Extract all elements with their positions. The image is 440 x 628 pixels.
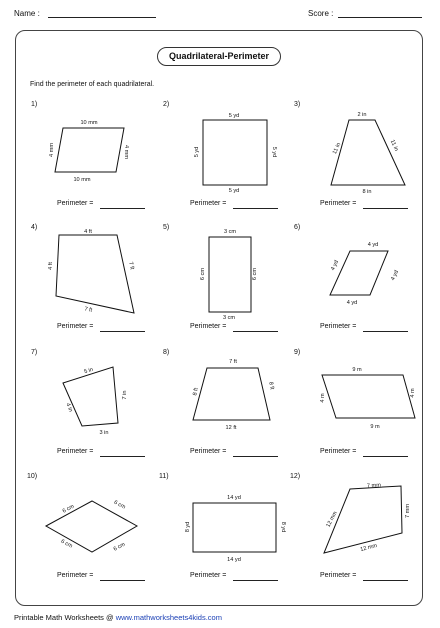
side-label: 4 yd [346, 300, 358, 306]
side-label: 4 yd [330, 259, 341, 272]
side-label: 6 cm [252, 267, 258, 281]
name-label: Name : [14, 9, 40, 18]
side-label: 3 cm [223, 229, 237, 235]
perimeter-label: Perimeter = [190, 572, 227, 579]
quadrilateral-11 [193, 503, 276, 552]
answer-line-5[interactable] [233, 331, 278, 332]
quadrilateral-9 [322, 375, 415, 418]
answer-line-2[interactable] [233, 208, 278, 209]
side-label: 4 yd [367, 242, 379, 248]
side-label: 5 yd [228, 188, 240, 194]
side-label: 11 in [331, 142, 343, 156]
perimeter-label: Perimeter = [320, 448, 357, 455]
answer-line-12[interactable] [363, 580, 408, 581]
perimeter-label: Perimeter = [190, 200, 227, 207]
side-label: 7 ft [127, 261, 135, 271]
answer-line-7[interactable] [100, 456, 145, 457]
perimeter-label: Perimeter = [320, 200, 357, 207]
side-label: 4 in [64, 402, 74, 413]
quadrilateral-2 [203, 120, 267, 185]
side-label: 6 cm [59, 538, 74, 550]
side-label: 3 cm [222, 315, 236, 321]
side-label: 4 mm [123, 145, 129, 159]
side-label: 8 in [362, 189, 372, 195]
side-label: 4 ft [48, 262, 54, 270]
footer [14, 613, 222, 622]
side-label: 4 m [410, 388, 416, 398]
problem-number-1: 1) [31, 101, 38, 108]
side-label: 2 in [357, 112, 367, 118]
side-label: 5 in [83, 366, 94, 376]
side-label: 9 m [352, 367, 362, 373]
answer-line-8[interactable] [233, 456, 278, 457]
side-label: 7 in [122, 390, 128, 400]
answer-line-10[interactable] [100, 580, 145, 581]
perimeter-label: Perimeter = [57, 323, 94, 330]
answer-line-6[interactable] [363, 331, 408, 332]
page-title: Quadrilateral-Perimeter [157, 47, 281, 66]
side-label: 8 ft [192, 387, 200, 397]
side-label: 10 mm [73, 177, 91, 183]
problem-number-5: 5) [163, 224, 170, 231]
side-label: 5 yd [194, 146, 200, 158]
problem-number-4: 4) [31, 224, 38, 231]
side-label: 8 yd [185, 521, 191, 533]
footer-url-link[interactable]: www.mathworksheets4kids.com [115, 613, 222, 622]
side-label: 4 m [320, 393, 326, 403]
side-label: 8 yd [280, 521, 286, 533]
problem-number-10: 10) [27, 473, 38, 480]
answer-line-3[interactable] [363, 208, 408, 209]
side-label: 7 ft [83, 306, 93, 314]
side-label: 6 cm [112, 541, 127, 553]
perimeter-label: Perimeter = [190, 323, 227, 330]
perimeter-label: Perimeter = [57, 572, 94, 579]
answer-line-9[interactable] [363, 456, 408, 457]
quadrilateral-1 [55, 128, 124, 172]
perimeter-label: Perimeter = [57, 448, 94, 455]
perimeter-label: Perimeter = [190, 448, 227, 455]
side-label: 6 cm [200, 267, 206, 281]
quadrilateral-3 [331, 120, 405, 185]
side-label: 7 ft [229, 359, 237, 365]
side-label: 11 in [388, 139, 400, 153]
side-label: 4 yd [390, 269, 401, 282]
problem-number-3: 3) [294, 101, 301, 108]
side-label: 4 ft [84, 229, 92, 235]
side-label: 12 mm [325, 510, 339, 529]
problem-number-11: 11) [159, 473, 169, 480]
quadrilateral-5 [209, 237, 251, 312]
score-label: Score : [308, 9, 334, 18]
side-label: 4 mm [49, 143, 55, 157]
footer-prefix: Printable Math Worksheets @ [14, 613, 116, 622]
side-label: 14 yd [227, 557, 241, 563]
answer-line-1[interactable] [100, 208, 145, 209]
answer-line-11[interactable] [233, 580, 278, 581]
problem-number-9: 9) [294, 349, 301, 356]
side-label: 9 m [370, 424, 380, 430]
perimeter-label: Perimeter = [57, 200, 94, 207]
quadrilateral-8 [193, 368, 270, 420]
side-label: 5 yd [271, 146, 277, 158]
side-label: 7 mm [405, 504, 411, 518]
side-label: 10 mm [80, 120, 98, 126]
side-label: 12 mm [359, 543, 378, 554]
perimeter-label: Perimeter = [320, 323, 357, 330]
quadrilateral-6 [330, 251, 388, 295]
side-label: 7 mm [366, 482, 382, 490]
quadrilateral-7 [63, 367, 118, 426]
side-label: 3 in [99, 430, 109, 436]
side-label: 5 yd [228, 113, 240, 119]
problem-number-7: 7) [31, 349, 38, 356]
problem-number-8: 8) [163, 349, 170, 356]
problem-number-12: 12) [290, 473, 301, 480]
perimeter-label: Perimeter = [320, 572, 357, 579]
instruction-text: Find the perimeter of each quadrilateral. [30, 81, 155, 88]
problem-number-2: 2) [163, 101, 170, 108]
side-label: 6 cm [61, 503, 76, 515]
side-label: 14 yd [227, 495, 241, 501]
side-label: 12 ft [225, 425, 237, 431]
answer-line-4[interactable] [100, 331, 145, 332]
side-label: 8 ft [267, 381, 275, 391]
quadrilateral-12 [324, 486, 402, 553]
quadrilateral-4 [56, 235, 134, 313]
problem-number-6: 6) [294, 224, 301, 231]
side-label: 6 cm [112, 499, 127, 511]
